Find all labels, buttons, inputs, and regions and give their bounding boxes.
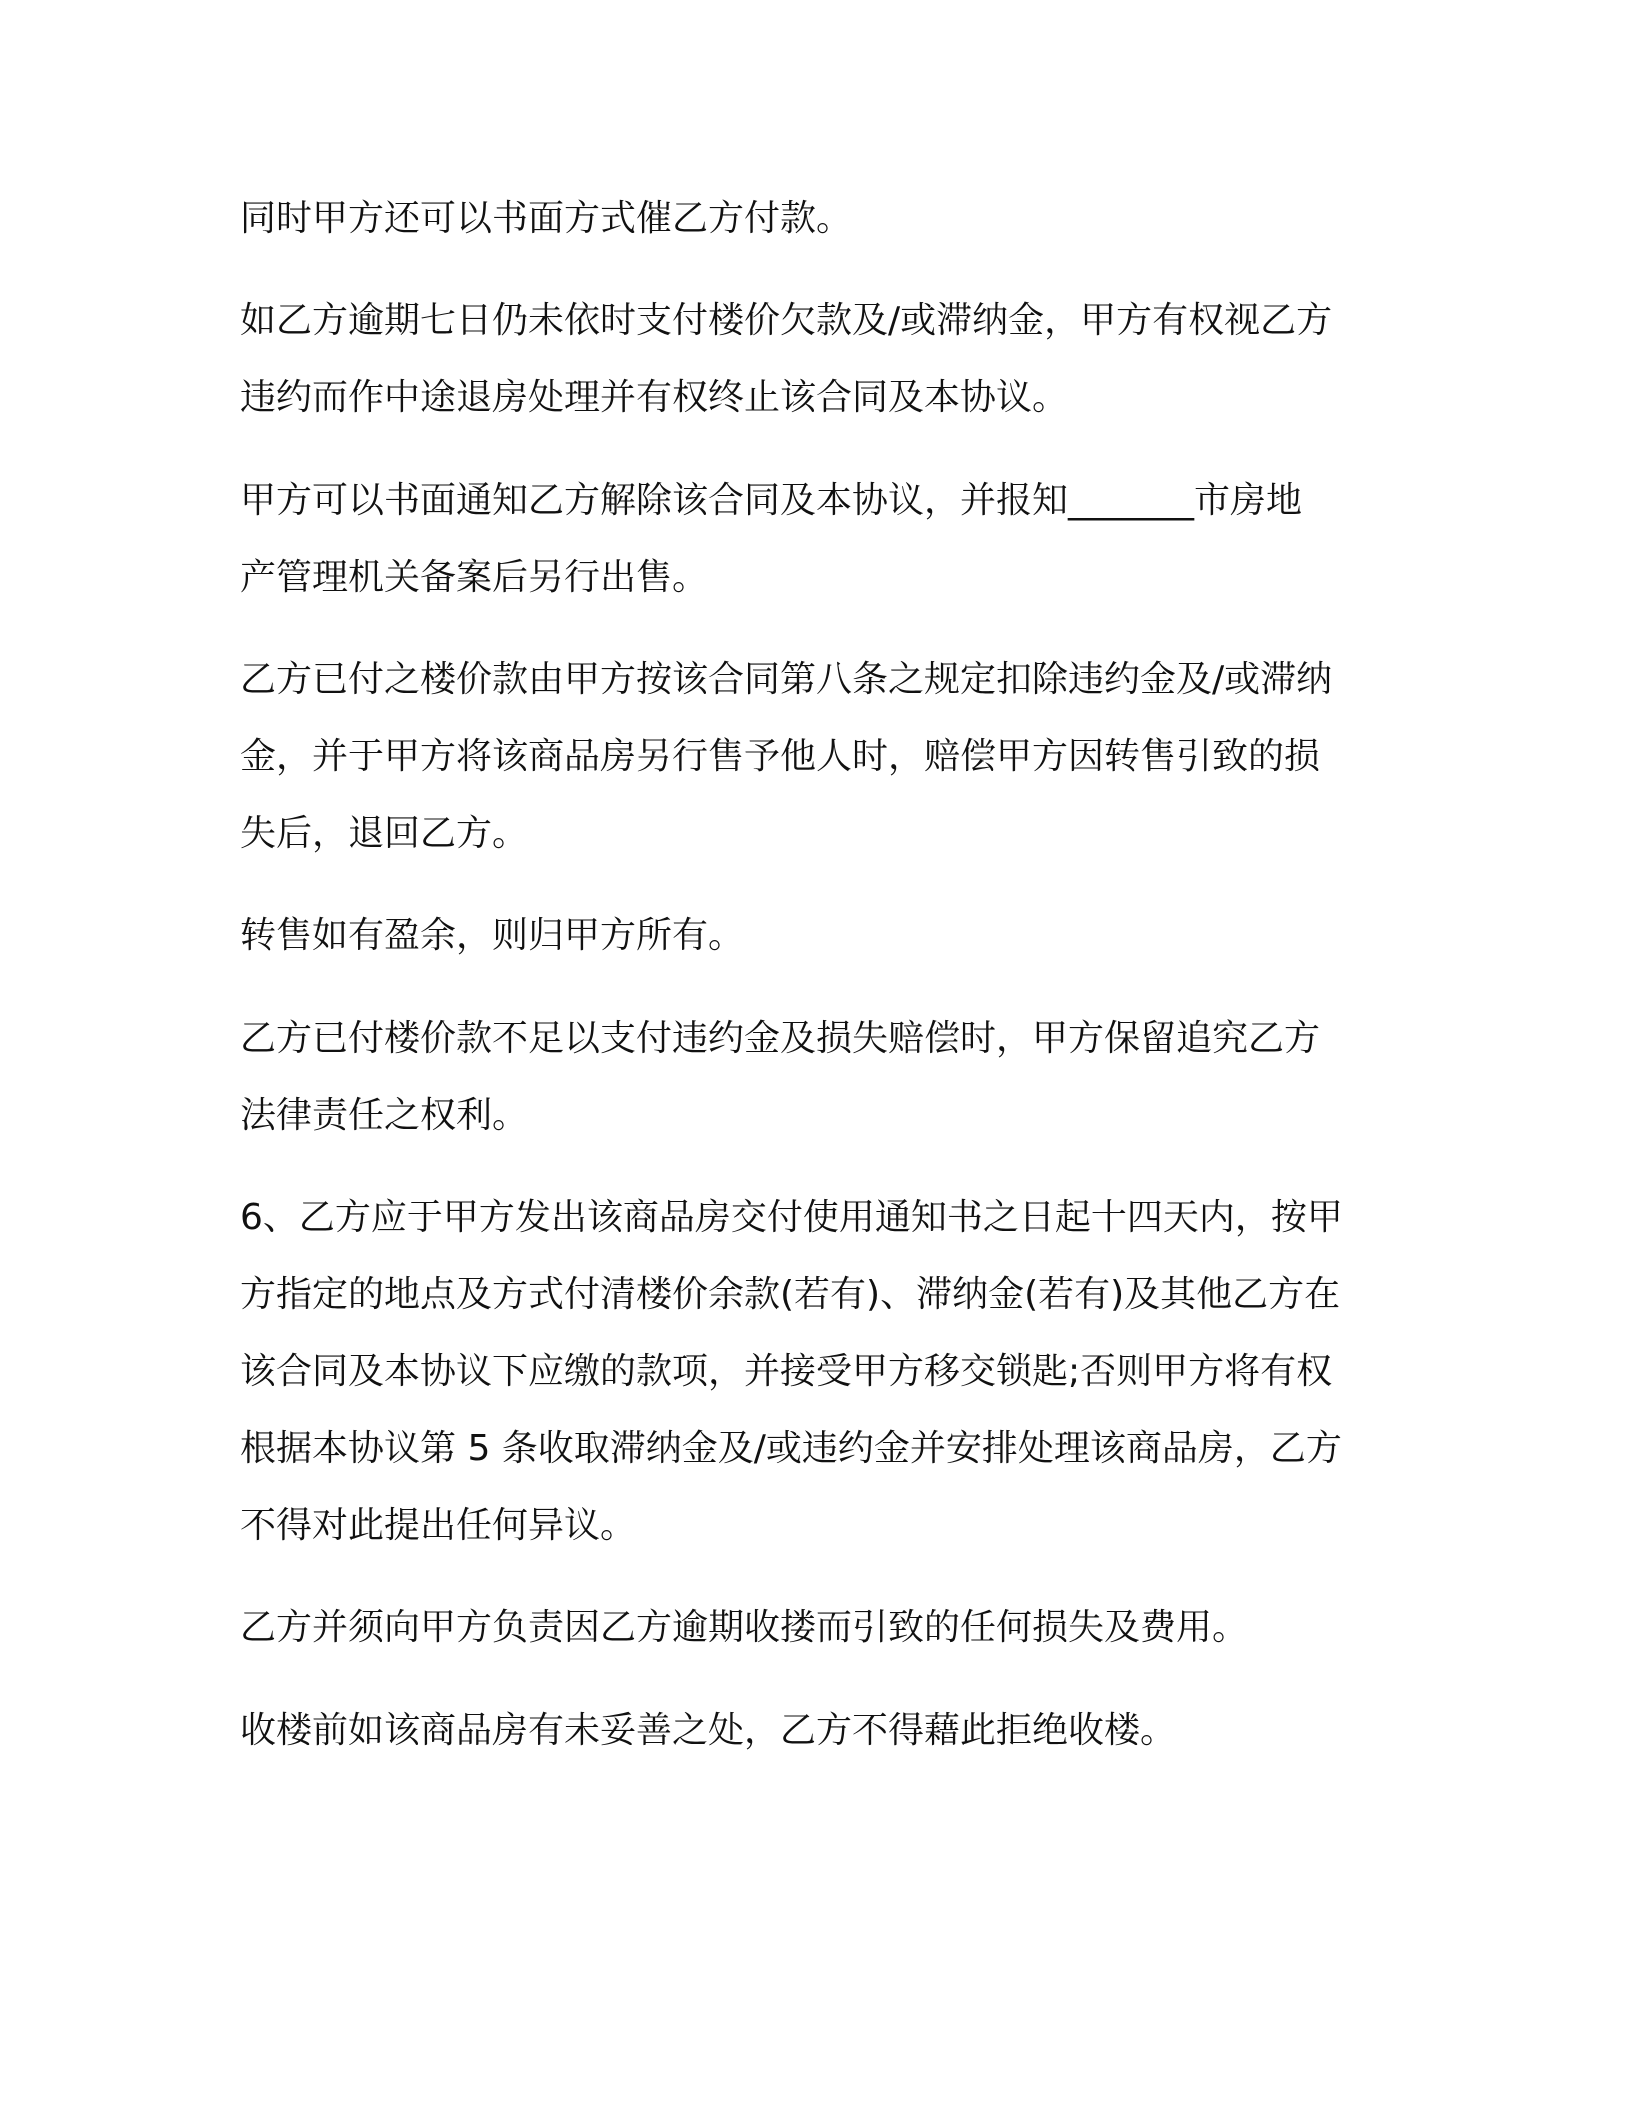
paragraph-2-line-1: 如乙方逾期七日仍未依时支付楼价欠款及/或滞纳金，甲方有权视乙方 [240, 300, 1333, 341]
paragraph-5-line-1: 转售如有盈余，则归甲方所有。 [240, 915, 745, 956]
paragraph-7-line-4: 根据本协议第 5 条收取滞纳金及/或违约金并安排处理该商品房，乙方 [240, 1428, 1342, 1469]
paragraph-1-line-1: 同时甲方还可以书面方式催乙方付款。 [240, 198, 853, 239]
paragraph-4-line-2: 金，并于甲方将该商品房另行售予他人时，赔偿甲方因转售引致的损 [240, 736, 1321, 777]
paragraph-3-line-1: 甲方可以书面通知乙方解除该合同及本协议，并报知_______市房地 [240, 480, 1303, 521]
paragraph-3-line-2: 产管理机关备案后另行出售。 [240, 557, 709, 598]
paragraph-8-line-1: 乙方并须向甲方负责因乙方逾期收搂而引致的任何损失及费用。 [240, 1607, 1249, 1648]
paragraph-7-line-5: 不得对此提出任何异议。 [240, 1505, 637, 1546]
paragraph-4-line-1: 乙方已付之楼价款由甲方按该合同第八条之规定扣除违约金及/或滞纳 [240, 659, 1333, 700]
paragraph-7-line-1: 6、乙方应于甲方发出该商品房交付使用通知书之日起十四天内，按甲 [240, 1197, 1343, 1238]
paragraph-9-line-1: 收楼前如该商品房有未妥善之处，乙方不得藉此拒绝收楼。 [240, 1710, 1177, 1751]
paragraph-4-line-3: 失后，退回乙方。 [240, 813, 529, 854]
paragraph-7-line-3: 该合同及本协议下应缴的款项，并接受甲方移交锁匙;否则甲方将有权 [240, 1351, 1333, 1392]
paragraph-6-line-2: 法律责任之权利。 [240, 1095, 529, 1136]
paragraph-2-line-2: 违约而作中途退房处理并有权终止该合同及本协议。 [240, 377, 1069, 418]
paragraph-7-line-2: 方指定的地点及方式付清楼价余款(若有)、滞纳金(若有)及其他乙方在 [240, 1274, 1341, 1315]
paragraph-6-line-1: 乙方已付楼价款不足以支付违约金及损失赔偿时，甲方保留追究乙方 [240, 1018, 1321, 1059]
